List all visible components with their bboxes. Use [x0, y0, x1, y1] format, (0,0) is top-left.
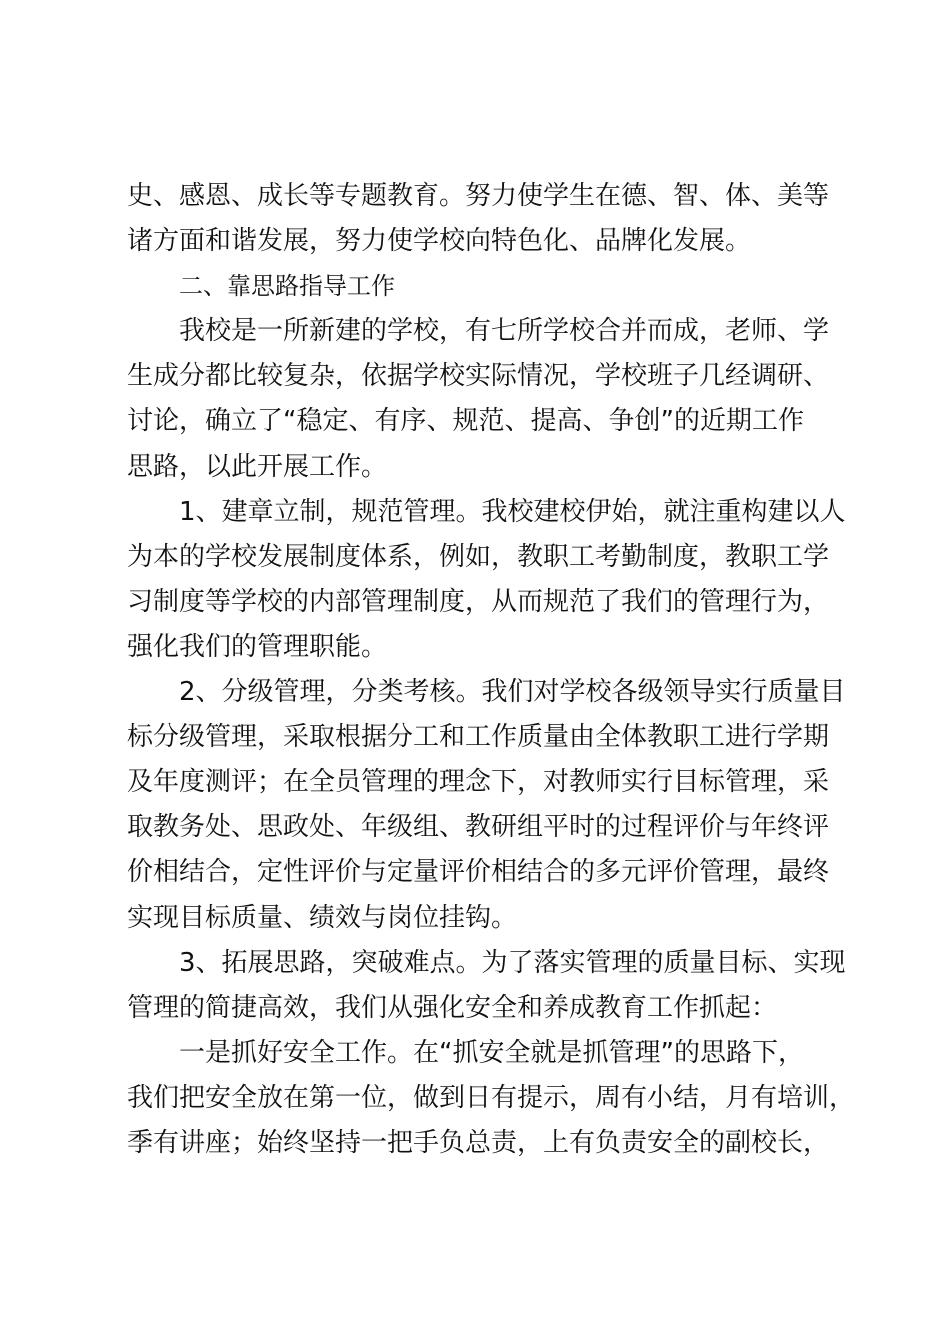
- document-body: [127, 174, 856, 1166]
- paragraph-line-13: 标分级管理，采取根据分工和工作质量由全体教职工进行学期: [127, 722, 830, 753]
- paragraph-line-7: 思路，以此开展工作。: [127, 451, 388, 482]
- paragraph-line-4: 我校是一所新建的学校，有七所学校合并而成，老师、学: [179, 316, 830, 347]
- paragraph-line-21: 我们把安全放在第一位，做到日有提示，周有小结，月有培训，: [127, 1082, 856, 1113]
- paragraph-line-14: 及年度测评；在全员管理的理念下，对教师实行目标管理，采: [127, 767, 830, 798]
- paragraph-line-12: 2、分级管理，分类考核。我们对学校各级领导实行质量目: [179, 677, 846, 708]
- paragraph-line-6: 讨论，确立了“稳定、有序、规范、提高、争创”的近期工作: [127, 406, 804, 437]
- paragraph-line-16: 价相结合，定性评价与定量评价相结合的多元评价管理，最终: [127, 857, 830, 888]
- paragraph-line-8: 1、建章立制，规范管理。我校建校伊始，就注重构建以人: [179, 496, 846, 527]
- paragraph-line-15: 取教务处、思政处、年级组、教研组平时的过程评价与年终评: [127, 812, 830, 843]
- paragraph-line-17: 实现目标质量、绩效与岗位挂钩。: [127, 902, 518, 933]
- paragraph-line-5: 生成分都比较复杂，依据学校实际情况，学校班子几经调研、: [127, 361, 830, 392]
- paragraph-line-22: 季有讲座；始终坚持一把手负总责，上有负责安全的副校长，: [127, 1127, 830, 1158]
- paragraph-line-18: 3、拓展思路，突破难点。为了落实管理的质量目标、实现: [179, 947, 846, 978]
- paragraph-line-1: 史、感恩、成长等专题教育。努力使学生在德、智、体、美等: [127, 181, 830, 211]
- paragraph-line-19: 管理的简捷高效，我们从强化安全和养成教育工作抓起：: [127, 992, 778, 1023]
- paragraph-line-2: 诸方面和谐发展，努力使学校向特色化、品牌化发展。: [127, 226, 752, 257]
- paragraph-line-11: 强化我们的管理职能。: [127, 631, 388, 662]
- paragraph-line-9: 为本的学校发展制度体系，例如，教职工考勤制度，教职工学: [127, 541, 830, 572]
- paragraph-line-10: 习制度等学校的内部管理制度，从而规范了我们的管理行为，: [127, 586, 830, 617]
- section-heading: 二、靠思路指导工作: [179, 272, 395, 301]
- paragraph-line-20: 一是抓好安全工作。在“抓安全就是抓管理”的思路下，: [179, 1037, 804, 1068]
